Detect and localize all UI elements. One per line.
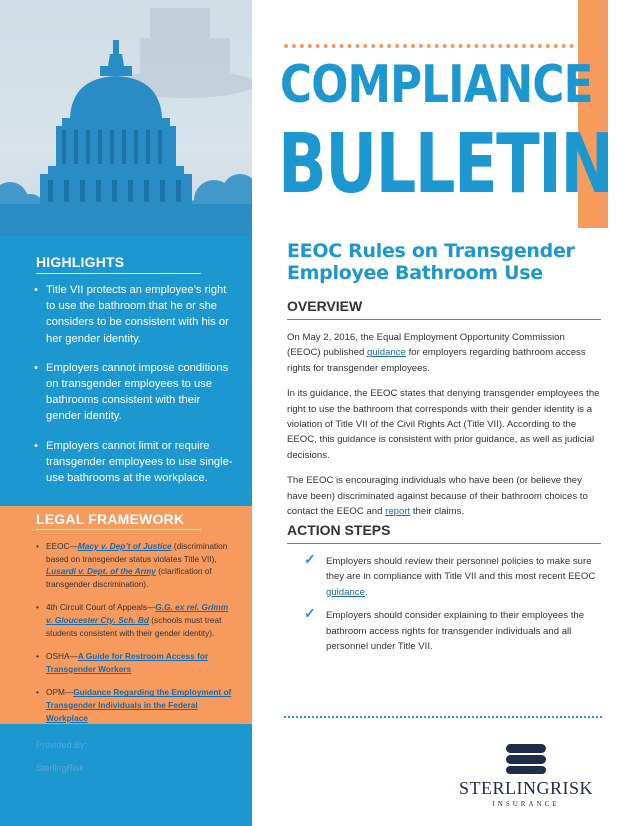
capitol-dome-image: [0, 0, 252, 260]
list-item: • EEOC—Macy v. Dep’t of Justice (discrimination based on transgender status violates Title VII), Lusardi v. Dept. of the Army (clarification of transgender discrimination).: [36, 540, 236, 590]
list-item: • Employers cannot impose conditions on transgender employees to use bathrooms consistent with their gender identity.: [34, 360, 238, 425]
highlights-heading: HIGHLIGHTS: [36, 254, 125, 270]
legal-framework-rule: [36, 529, 201, 530]
guidance-link[interactable]: guidance: [366, 347, 406, 359]
overview-paragraph: The EEOC is encouraging individuals who have been (or believe they have been) discriminated against because of their bathroom choices to contact the EEOC and report their claims.: [287, 475, 588, 518]
checkmark-icon: ✓: [304, 551, 316, 567]
checkmark-icon: ✓: [304, 605, 316, 622]
lusardi-case-link[interactable]: Lusardi v. Dept. of the Army: [46, 566, 156, 577]
footer-dotted-rule: [284, 716, 602, 718]
logo-name: STERLINGRISK: [458, 778, 593, 798]
logo-sub: INSURANCE: [492, 800, 560, 808]
highlights-rule: [36, 273, 201, 274]
legal-framework-list: [36, 540, 236, 735]
list-item: ✓ Employers should review their personnel policies to make sure they are in compliance with Title VII and this most recent EEOC guidance.: [304, 551, 596, 598]
article-title: EEOC Rules on Transgender Employee Bathroom Use: [287, 240, 575, 284]
list-item: • OSHA—A Guide for Restroom Access for Transgender Workers: [36, 650, 236, 675]
action-steps-rule: [287, 543, 601, 544]
list-item: • Title VII protects an employee’s right to use the bathroom that he or she considers to be consistent with his or her gender identity.: [34, 282, 238, 347]
sidebar: [0, 0, 252, 826]
guidance-link-2[interactable]: guidance: [326, 586, 365, 598]
masthead-bulletin: BULLETIN: [278, 117, 613, 212]
masthead-dotted-rule: [284, 44, 574, 48]
action-steps-heading: ACTION STEPS: [287, 522, 391, 538]
opm-guidance-link[interactable]: Guidance Regarding the Employment of Transgender Individuals in the Federal Workplace: [46, 687, 232, 723]
highlights-list: [34, 282, 238, 499]
action-steps-list: [304, 551, 604, 662]
grimm-case-link[interactable]: G.G. ex rel. Grimm v. Gloucester Cty. Sch. Bd: [46, 602, 229, 625]
list-item: • 4th Circuit Court of Appeals—G.G. ex rel. Grimm v. Gloucester Cty. Sch. Bd (schools must treat students consistent with their gender identity).: [36, 601, 236, 639]
masthead-compliance: COMPLIANCE: [280, 55, 593, 115]
overview-paragraph: In its guidance, the EEOC states that denying transgender employees the right to use the bathroom that corresponds with their gender identity is a violation of Title VII of the Civil Rights Act (Title VII). According to the EEOC, this guidance is consistent with prior guidance, as well as judicial decisions.: [287, 388, 600, 461]
list-item: • Employers cannot limit or require transgender employees to use single-use bathrooms at the workplace.: [34, 438, 238, 487]
osha-guide-link[interactable]: A Guide for Restroom Access for Transgender Workers: [46, 651, 209, 674]
provided-by-name: SterlingRisk: [36, 763, 85, 773]
list-item: ✓ Employers should consider explaining to their employees the bathroom access rights for transgender individuals and all personnel under Title VII.: [304, 605, 585, 653]
report-link[interactable]: report: [385, 506, 411, 518]
overview-rule: [287, 319, 601, 320]
overview-paragraph: On May 2, 2016, the Equal Employment Opportunity Commission (EEOC) published guidance for employers regarding bathroom access rights for transgender employees.: [287, 332, 586, 374]
list-item: • OPM—Guidance Regarding the Employment of Transgender Individuals in the Federal Workplace: [36, 686, 236, 724]
sterlingrisk-logo-mark: [504, 742, 548, 776]
legal-framework-heading: LEGAL FRAMEWORK: [36, 511, 185, 527]
provided-by: [36, 734, 87, 780]
provided-by-label: Provided By:: [36, 740, 88, 750]
macy-case-link[interactable]: Macy v. Dep’t of Justice: [77, 541, 172, 551]
overview-body: [287, 330, 601, 529]
overview-heading: OVERVIEW: [287, 298, 363, 314]
sterlingrisk-logo: [452, 742, 600, 810]
